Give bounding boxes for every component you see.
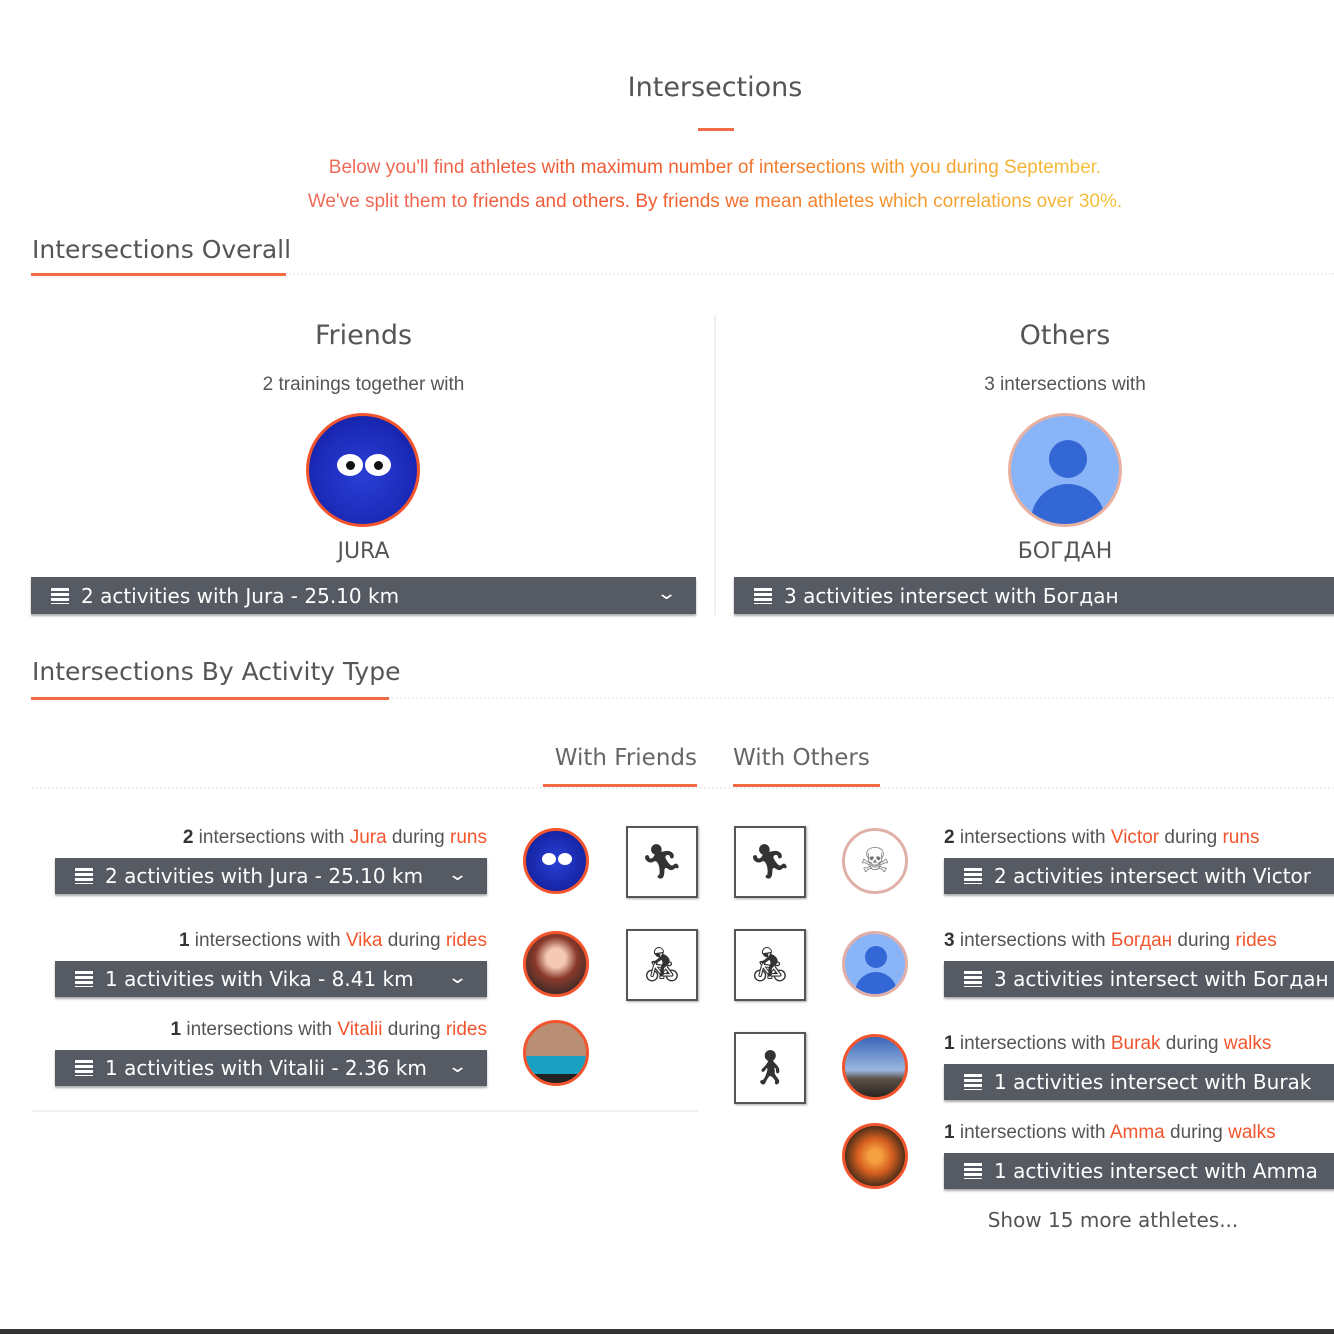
running-icon: 🏃︎ (734, 826, 806, 898)
activities-dropdown[interactable] (944, 961, 1334, 997)
dropdown-label: 1 activities intersect with Amma (994, 1159, 1318, 1183)
activity-type: walks (1228, 1122, 1276, 1143)
list-icon (75, 971, 93, 987)
label: intersections with (181, 1019, 338, 1040)
athlete-avatar[interactable] (523, 828, 589, 894)
athlete-avatar[interactable] (842, 1034, 908, 1100)
list-icon (754, 588, 772, 604)
avatar-jura[interactable] (306, 413, 420, 527)
count: 2 (944, 827, 955, 848)
athlete-avatar[interactable]: ☠ (842, 828, 908, 894)
row-caption (944, 1033, 1271, 1055)
activity-type: rides (445, 1019, 487, 1040)
divider (32, 787, 1334, 789)
activities-dropdown[interactable] (55, 961, 487, 997)
count: 1 (944, 1122, 955, 1143)
chevron-down-icon: ⌄ (446, 864, 469, 885)
count: 1 (170, 1019, 182, 1040)
athlete-name-link[interactable]: Jura (349, 827, 387, 848)
avatar-bogdan[interactable] (1008, 413, 1122, 527)
others-activities-dropdown[interactable] (734, 577, 1334, 614)
section-underline (31, 697, 389, 700)
divider (32, 1110, 698, 1112)
athlete-name-link[interactable]: Vitalii (337, 1019, 383, 1040)
athlete-avatar[interactable] (842, 1123, 908, 1189)
dropdown-label: 1 activities intersect with Burak (994, 1070, 1312, 1094)
tab-with-others[interactable]: With Others (733, 745, 870, 771)
activities-dropdown[interactable] (944, 1064, 1334, 1100)
chevron-down-icon: ⌄ (446, 1056, 469, 1077)
athlete-avatar[interactable] (523, 931, 589, 997)
count: 1 (944, 1033, 955, 1054)
activity-type: rides (1235, 930, 1277, 951)
cycling-icon: 🚴︎ (626, 929, 698, 1001)
label: during (382, 930, 446, 951)
count: 3 (944, 930, 955, 951)
tab-with-friends[interactable]: With Friends (554, 745, 697, 771)
chevron-down-icon: ⌄ (655, 583, 678, 604)
cycling-icon: 🚴︎ (734, 929, 806, 1001)
athlete-name-link[interactable]: Burak (1110, 1033, 1161, 1054)
count: 2 (182, 827, 194, 848)
label: during (1172, 930, 1236, 951)
section-heading-overall: Intersections Overall (32, 235, 292, 264)
title-underline (698, 128, 734, 131)
section-heading-by-type: Intersections By Activity Type (32, 657, 401, 686)
count: 1 (178, 930, 190, 951)
label: during (1160, 1033, 1224, 1054)
divider (389, 697, 1334, 699)
friends-activities-dropdown[interactable] (31, 577, 696, 614)
activity-type: walks (1223, 1033, 1272, 1054)
list-icon (51, 588, 69, 604)
row-caption (183, 827, 487, 849)
chevron-down-icon: ⌄ (446, 967, 469, 988)
row-caption (944, 827, 1259, 849)
subtitle-line-2: We've split them to friends and others. By friends we mean athletes which correlations over 30%. (307, 191, 1123, 212)
label: intersections with (193, 827, 350, 848)
friends-top-name: JURA (337, 539, 390, 564)
activity-type: runs (450, 827, 487, 848)
label: intersections with (954, 827, 1111, 848)
athlete-avatar[interactable] (523, 1020, 589, 1086)
list-icon (964, 1074, 982, 1090)
running-icon: 🏃︎ (626, 826, 698, 898)
divider (286, 273, 1334, 275)
bottom-border (0, 1329, 1334, 1334)
others-caption: 3 intersections with (984, 374, 1146, 395)
dropdown-label: 1 activities with Vitalii - 2.36 km (105, 1056, 427, 1080)
label: during (382, 1019, 446, 1040)
athlete-name-link[interactable]: Amma (1109, 1122, 1165, 1143)
list-icon (964, 971, 982, 987)
dropdown-label: 2 activities intersect with Victor (994, 864, 1312, 888)
list-icon (964, 1163, 982, 1179)
dropdown-label: 2 activities with Jura - 25.10 km (105, 864, 424, 888)
others-title: Others (1019, 320, 1111, 351)
label: during (1164, 1122, 1229, 1143)
section-underline (31, 273, 286, 276)
show-more-link[interactable]: Show 15 more athletes... (987, 1208, 1239, 1232)
row-caption (944, 1122, 1276, 1144)
label: intersections with (189, 930, 346, 951)
list-icon (75, 1060, 93, 1076)
walking-icon: 🚶︎ (734, 1032, 806, 1104)
label: intersections with (954, 930, 1111, 951)
dropdown-label: 3 activities intersect with Богдан (994, 967, 1329, 991)
list-icon (75, 868, 93, 884)
athlete-name-link[interactable]: Vika (345, 930, 383, 951)
label: intersections with (954, 1033, 1111, 1054)
activities-dropdown[interactable] (55, 1050, 487, 1086)
activities-dropdown[interactable] (944, 858, 1334, 894)
list-icon (964, 868, 982, 884)
row-caption (944, 930, 1277, 952)
subtitle-line-1: Below you'll find athletes with maximum number of intersections with you during September. (328, 157, 1102, 178)
row-caption (171, 1019, 488, 1041)
friends-caption: 2 trainings together with (262, 374, 465, 395)
activity-type: runs (1222, 827, 1260, 848)
dropdown-label: 3 activities intersect with Богдан (784, 583, 1119, 608)
activities-dropdown[interactable] (55, 858, 487, 894)
label: intersections with (954, 1122, 1110, 1143)
page-title: Intersections (627, 72, 803, 103)
athlete-name-link[interactable]: Victor (1110, 827, 1160, 848)
dropdown-label: 2 activities with Jura - 25.10 km (81, 583, 400, 608)
row-caption (179, 930, 487, 952)
friends-title: Friends (314, 320, 413, 351)
label: during (1159, 827, 1223, 848)
panel-divider (714, 315, 716, 615)
athlete-name-link[interactable]: Богдан (1110, 930, 1173, 951)
activities-dropdown[interactable] (944, 1153, 1334, 1189)
activity-type: rides (445, 930, 487, 951)
athlete-avatar[interactable] (842, 931, 908, 997)
dropdown-label: 1 activities with Vika - 8.41 km (105, 967, 414, 991)
label: during (386, 827, 451, 848)
others-top-name: БОГДАН (1017, 539, 1113, 564)
